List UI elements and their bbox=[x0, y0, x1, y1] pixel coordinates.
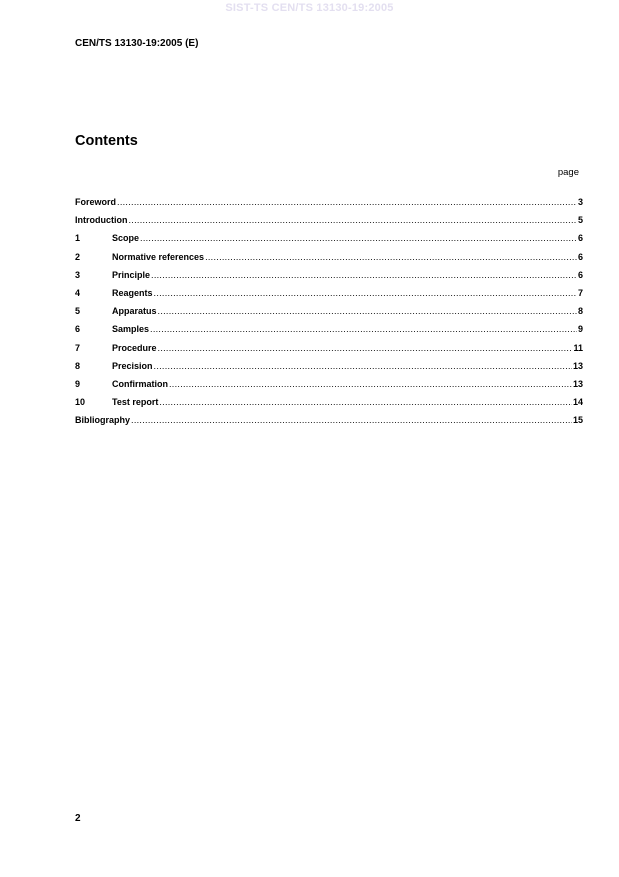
toc-entry-number: 9 bbox=[75, 378, 81, 389]
toc-entry-label: Confirmation bbox=[112, 378, 168, 389]
toc-entry-precision[interactable] bbox=[75, 361, 583, 379]
toc-entry-label: Introduction bbox=[75, 215, 128, 226]
toc-dot-leader bbox=[150, 324, 577, 334]
toc-entry-test-report[interactable] bbox=[75, 397, 583, 415]
toc-entry-page: 11 bbox=[573, 342, 583, 353]
toc-entry-number: 4 bbox=[75, 287, 81, 298]
toc-entry-label: Scope bbox=[112, 233, 140, 244]
page-number: 2 bbox=[75, 813, 81, 824]
toc-dot-leader bbox=[158, 306, 577, 316]
toc-entry-label: Reagents bbox=[112, 287, 153, 298]
toc-dot-leader bbox=[117, 197, 577, 207]
toc-entry-label: Normative references bbox=[112, 251, 205, 262]
toc-entry-number: 7 bbox=[75, 342, 81, 353]
toc-entry-page: 6 bbox=[577, 251, 583, 262]
toc-entry-number: 2 bbox=[75, 251, 81, 262]
toc-entry-page: 7 bbox=[577, 287, 583, 298]
toc-entry-number: 6 bbox=[75, 324, 81, 335]
toc-dot-leader bbox=[159, 397, 572, 407]
toc-entry-label: Bibliography bbox=[75, 415, 131, 426]
toc-entry-apparatus[interactable] bbox=[75, 306, 583, 324]
toc-entry-number: 8 bbox=[75, 360, 81, 371]
toc-entry-label: Principle bbox=[112, 269, 151, 280]
toc-entry-confirmation[interactable] bbox=[75, 379, 583, 397]
toc-entry-page: 5 bbox=[577, 215, 583, 226]
toc-entry-page: 6 bbox=[577, 269, 583, 280]
table-of-contents bbox=[75, 197, 583, 433]
toc-dot-leader bbox=[140, 233, 577, 243]
toc-dot-leader bbox=[169, 379, 572, 389]
document-id-header: CEN/TS 13130-19:2005 (E) bbox=[75, 38, 199, 49]
page-column-label: page bbox=[557, 167, 579, 178]
toc-entry-number: 3 bbox=[75, 269, 81, 280]
toc-entry-number: 10 bbox=[75, 397, 86, 408]
toc-entry-page: 13 bbox=[572, 360, 583, 371]
toc-dot-leader bbox=[131, 415, 572, 425]
toc-entry-page: 13 bbox=[572, 378, 583, 389]
toc-dot-leader bbox=[151, 270, 577, 280]
toc-entry-label: Foreword bbox=[75, 197, 117, 207]
toc-entry-label: Samples bbox=[112, 324, 150, 335]
toc-entry-label: Precision bbox=[112, 360, 153, 371]
toc-entry-page: 15 bbox=[572, 415, 583, 426]
toc-entry-number: 5 bbox=[75, 306, 81, 317]
toc-entry-reagents[interactable] bbox=[75, 288, 583, 306]
toc-dot-leader bbox=[158, 343, 573, 353]
toc-entry-label: Procedure bbox=[112, 342, 157, 353]
toc-entry-label: Apparatus bbox=[112, 306, 157, 317]
toc-entry-number: 1 bbox=[75, 233, 81, 244]
toc-dot-leader bbox=[205, 252, 577, 262]
toc-dot-leader bbox=[129, 215, 577, 225]
toc-entry-foreword[interactable] bbox=[75, 197, 583, 215]
toc-dot-leader bbox=[154, 361, 572, 371]
toc-dot-leader bbox=[154, 288, 577, 298]
toc-entry-page: 6 bbox=[577, 233, 583, 244]
toc-entry-page: 3 bbox=[577, 197, 583, 207]
toc-entry-page: 9 bbox=[577, 324, 583, 335]
toc-entry-bibliography[interactable] bbox=[75, 415, 583, 433]
toc-entry-page: 8 bbox=[577, 306, 583, 317]
toc-entry-scope[interactable] bbox=[75, 233, 583, 251]
toc-entry-page: 14 bbox=[572, 397, 583, 408]
toc-entry-introduction[interactable] bbox=[75, 215, 583, 233]
watermark: SIST-TS CEN/TS 13130-19:2005 bbox=[225, 2, 394, 14]
contents-heading: Contents bbox=[75, 133, 138, 149]
toc-entry-normative-references[interactable] bbox=[75, 252, 583, 270]
toc-entry-label: Test report bbox=[112, 397, 159, 408]
toc-entry-principle[interactable] bbox=[75, 270, 583, 288]
toc-entry-samples[interactable] bbox=[75, 324, 583, 342]
toc-entry-procedure[interactable] bbox=[75, 343, 583, 361]
